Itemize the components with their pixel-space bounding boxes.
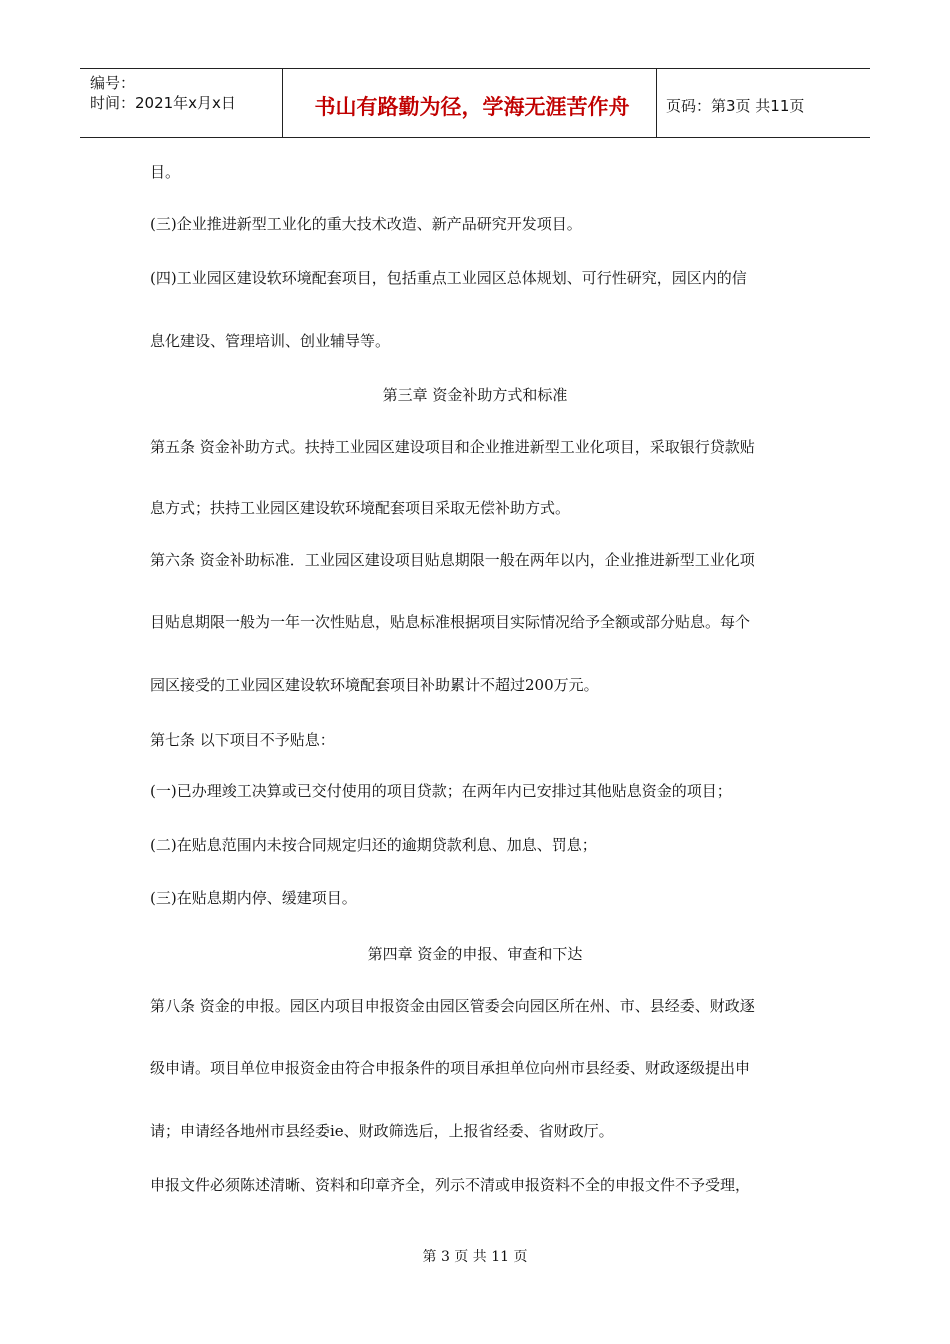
paragraph-line: 息方式；扶持工业园区建设软环境配套项目采取无偿补助方式。 [150, 499, 571, 517]
paragraph-line: 目。 [150, 163, 181, 181]
paragraph-line: 第七条 以下项目不予贴息： [150, 731, 335, 749]
page-header [80, 68, 870, 138]
paragraph-line: (三)企业推进新型工业化的重大技术改造、新产品研究开发项目。 [150, 215, 582, 233]
paragraph-line: (二)在贴息范围内未按合同规定归还的逾期贷款利息、加息、罚息； [150, 836, 597, 854]
paragraph-line: 息化建设、管理培训、创业辅导等。 [150, 332, 391, 350]
chapter-heading: 第四章 资金的申报、审查和下达 [367, 945, 583, 963]
paragraph-line: 请；申请经各地州市县经委ie、财政筛选后，上报省经委、省财政厅。 [150, 1122, 614, 1140]
paragraph-line: 第八条 资金的申报。园区内项目申报资金由园区管委会向园区所在州、市、县经委、财政逐 [150, 997, 755, 1015]
date-label: 时间：2021年x月x日 [90, 94, 236, 112]
number-label: 编号： [90, 74, 136, 92]
paragraph-line: 申报文件必须陈述清晰、资料和印章齐全，列示不清或申报资料不全的申报文件不予受理， [150, 1176, 751, 1194]
paragraph-line: 园区接受的工业园区建设软环境配套项目补助累计不超过200万元。 [150, 676, 599, 694]
paragraph-line: 第六条 资金补助标准．工业园区建设项目贴息期限一般在两年以内，企业推进新型工业化项 [150, 551, 755, 569]
header-meta [90, 73, 236, 113]
page-footer: 第 3 页 共 11 页 [422, 1249, 528, 1265]
paragraph-line: 级申请。项目单位申报资金由符合申报条件的项目承担单位向州市县经委、财政逐级提出申 [150, 1059, 751, 1077]
paragraph-line: (三)在贴息期内停、缓建项目。 [150, 889, 357, 907]
paragraph-line: (一)已办理竣工决算或已交付使用的项目贷款；在两年内已安排过其他贴息资金的项目； [150, 782, 732, 800]
header-page-info: 页码：第3页 共11页 [666, 97, 805, 115]
paragraph-line: 第五条 资金补助方式。扶持工业园区建设项目和企业推进新型工业化项目，采取银行贷款贴 [150, 438, 755, 456]
paragraph-line: 目贴息期限一般为一年一次性贴息，贴息标准根据项目实际情况给予全额或部分贴息。每个 [150, 613, 751, 631]
header-motto: 书山有路勤为径，学海无涯苦作舟 [314, 95, 630, 119]
paragraph-line: (四)工业园区建设软环境配套项目，包括重点工业园区总体规划、可行性研究，园区内的信 [150, 269, 747, 287]
chapter-heading: 第三章 资金补助方式和标准 [382, 386, 568, 404]
